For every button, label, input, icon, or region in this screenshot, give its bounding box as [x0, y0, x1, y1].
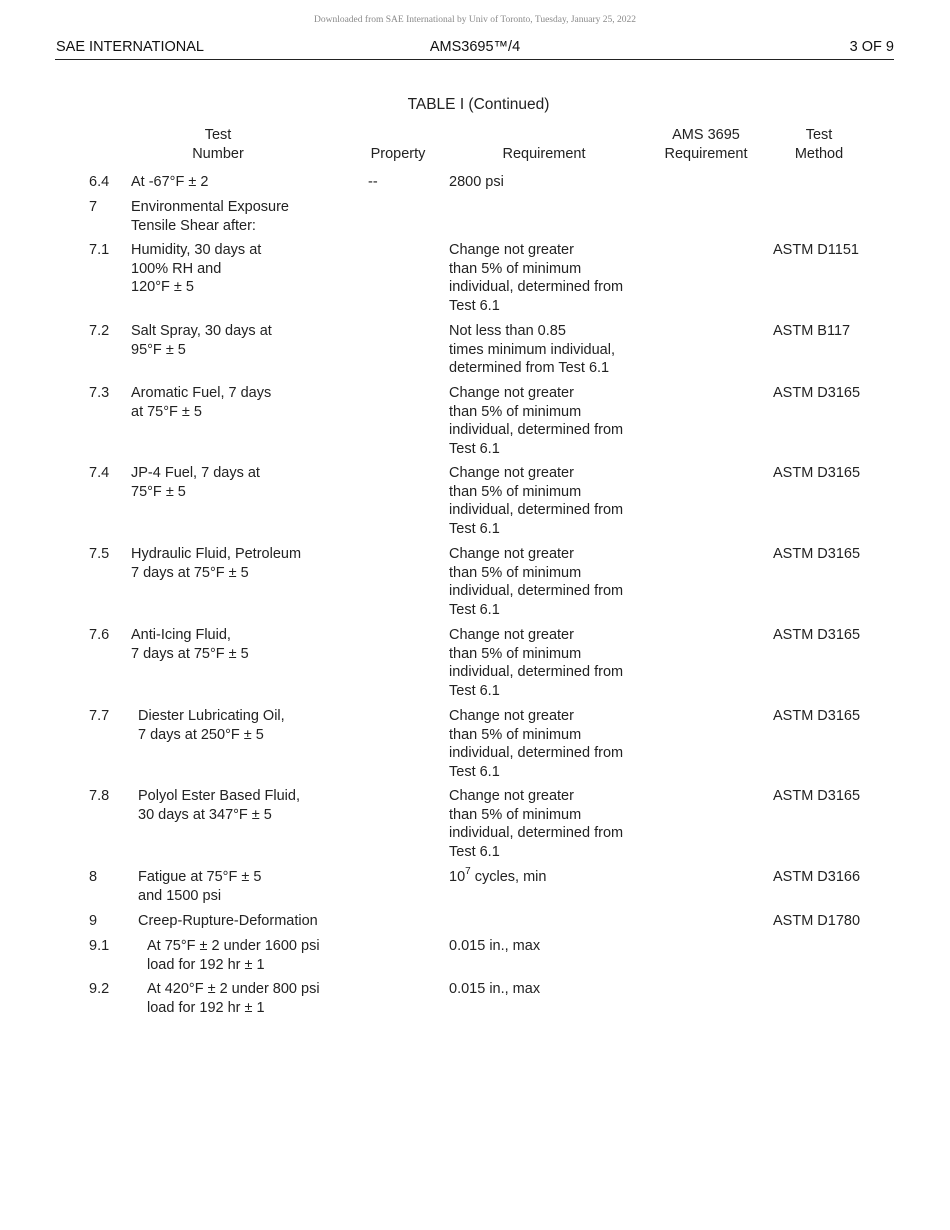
column-header-ams-requirement — [646, 126, 766, 164]
test-description-line: 7 days at 75°F ± 5 — [131, 645, 249, 662]
header-document-number: AMS3695™/4 — [429, 39, 521, 55]
column-header-test-method — [779, 126, 859, 164]
requirement-line: individual, determined from — [449, 502, 624, 519]
test-description-line: and 1500 psi — [138, 887, 222, 904]
requirement-line: than 5% of minimum — [449, 645, 582, 662]
test-description-line: At 420°F ± 2 under 800 psi — [147, 981, 320, 997]
test-description-line: 100% RH and — [131, 260, 222, 277]
test-number: 7.8 — [89, 788, 110, 804]
test-number: 6.4 — [89, 174, 110, 190]
test-number: 7.7 — [89, 708, 110, 724]
table-title: TABLE I (Continued) — [407, 96, 550, 113]
requirement-value — [449, 384, 623, 459]
requirement-line: Test 6.1 — [449, 764, 500, 781]
test-description-line: Fatigue at 75°F ± 5 — [138, 869, 262, 885]
requirement-line: individual, determined from — [449, 664, 624, 681]
requirement-line: Test 6.1 — [449, 298, 500, 315]
test-description — [131, 241, 261, 297]
requirement-line: 0.015 in., max — [449, 981, 541, 997]
test-method: ASTM D3165 — [773, 708, 861, 724]
requirement-value — [449, 173, 504, 192]
test-description-line: 30 days at 347°F ± 5 — [138, 806, 272, 823]
test-description-line: 7 days at 75°F ± 5 — [131, 564, 249, 581]
requirement-value — [449, 322, 615, 378]
requirement-line: 2800 psi — [449, 174, 504, 190]
test-method: ASTM D3165 — [773, 546, 861, 562]
test-method: ASTM D1780 — [773, 913, 861, 929]
property-value: -- — [368, 174, 378, 190]
requirement-line: individual, determined from — [449, 422, 624, 439]
test-description-line: Hydraulic Fluid, Petroleum — [131, 546, 302, 562]
requirement-line: individual, determined from — [449, 745, 624, 762]
requirement-value — [449, 787, 623, 862]
requirement-line: than 5% of minimum — [449, 483, 582, 500]
test-description-line: At 75°F ± 2 under 1600 psi — [147, 938, 320, 954]
requirement-line: individual, determined from — [449, 279, 624, 296]
test-number: 7.6 — [89, 627, 110, 643]
test-description-line: Creep-Rupture-Deformation — [138, 913, 318, 929]
requirement-line: $10^7$ cycles, min — [449, 866, 547, 885]
requirement-value — [449, 241, 623, 316]
test-description-line: Aromatic Fuel, 7 days — [131, 385, 272, 401]
test-method: ASTM D3165 — [773, 627, 861, 643]
column-header-line: Method — [794, 146, 844, 162]
download-note: Downloaded from SAE International by Univ of Toronto, Tuesday, January 25, 2022 — [313, 15, 637, 25]
requirement-line: 0.015 in., max — [449, 938, 541, 954]
test-method: ASTM D1151 — [773, 242, 859, 258]
test-description-line: Salt Spray, 30 days at — [131, 323, 272, 339]
test-number: 7.2 — [89, 323, 110, 339]
requirement-line: Change not greater — [449, 788, 574, 804]
test-description — [138, 912, 318, 931]
test-description-line: 120°F ± 5 — [131, 279, 194, 296]
test-number: 7.3 — [89, 385, 110, 401]
test-number: 7.1 — [89, 242, 110, 258]
test-number: 8 — [89, 869, 98, 885]
requirement-line: Change not greater — [449, 627, 574, 643]
requirement-line: than 5% of minimum — [449, 403, 582, 420]
requirement-value — [449, 937, 540, 956]
requirement-line: individual, determined from — [449, 825, 624, 842]
test-description-line: Anti-Icing Fluid, — [131, 627, 231, 643]
requirement-line: Change not greater — [449, 708, 574, 724]
test-description — [147, 980, 320, 1017]
requirement-value — [449, 545, 623, 620]
test-method: ASTM B117 — [773, 323, 851, 339]
requirement-line: Not less than 0.85 — [449, 323, 566, 339]
column-header-line: Test — [204, 127, 232, 143]
test-method: ASTM D3166 — [773, 869, 861, 885]
test-description-line: Diester Lubricating Oil, — [138, 708, 285, 724]
test-description-line: Polyol Ester Based Fluid, — [138, 788, 300, 804]
test-description — [131, 322, 272, 359]
requirement-line: Test 6.1 — [449, 521, 500, 538]
requirement-value — [449, 980, 540, 999]
requirement-value — [449, 868, 546, 887]
test-number: 7.4 — [89, 465, 110, 481]
test-description — [138, 787, 300, 824]
requirement-line: than 5% of minimum — [449, 806, 582, 823]
test-description-line: 7 days at 250°F ± 5 — [138, 726, 264, 743]
requirement-value — [449, 464, 623, 539]
test-description — [131, 384, 271, 421]
test-number: 7.5 — [89, 546, 110, 562]
requirement-line: determined from Test 6.1 — [449, 360, 610, 377]
test-method: ASTM D3165 — [773, 385, 861, 401]
column-header-line: Requirement — [664, 146, 748, 162]
requirement-line: Change not greater — [449, 242, 574, 258]
test-description-line: 75°F ± 5 — [131, 483, 186, 500]
requirement-line: Test 6.1 — [449, 602, 500, 619]
test-description — [138, 868, 261, 905]
test-number: 9.2 — [89, 981, 110, 997]
column-header-test-number — [168, 126, 268, 164]
test-number: 9.1 — [89, 938, 110, 954]
header-page-number: 3 OF 9 — [849, 39, 894, 55]
column-header-requirement: Requirement — [502, 146, 586, 162]
test-description — [138, 707, 285, 744]
test-method: ASTM D3165 — [773, 788, 861, 804]
exponent: 7 — [465, 866, 471, 878]
test-description-line: Tensile Shear after: — [131, 217, 256, 234]
test-description — [131, 464, 260, 501]
requirement-line: than 5% of minimum — [449, 260, 582, 277]
test-description-line: 95°F ± 5 — [131, 341, 186, 358]
column-header-line: Test — [805, 127, 833, 143]
requirement-line: times minimum individual, — [449, 341, 615, 358]
requirement-line: Test 6.1 — [449, 844, 500, 861]
test-description — [131, 545, 301, 582]
test-description-line: load for 192 hr ± 1 — [147, 956, 265, 973]
test-description-line: Environmental Exposure — [131, 199, 289, 215]
requirement-line: Change not greater — [449, 465, 574, 481]
test-description-line: load for 192 hr ± 1 — [147, 999, 265, 1016]
test-number: 7 — [89, 199, 98, 215]
requirement-value — [449, 707, 623, 782]
requirement-line: individual, determined from — [449, 583, 624, 600]
test-description — [147, 937, 320, 974]
test-description — [131, 626, 249, 663]
test-method: ASTM D3165 — [773, 465, 861, 481]
requirement-line: Test 6.1 — [449, 683, 500, 700]
column-header-property: Property — [370, 146, 426, 162]
column-header-line: Number — [192, 146, 244, 162]
header-organization: SAE INTERNATIONAL — [56, 39, 204, 55]
test-number: 9 — [89, 913, 98, 929]
requirement-line: Change not greater — [449, 385, 574, 401]
column-header-line: AMS 3695 — [672, 127, 740, 143]
test-description — [131, 173, 208, 192]
requirement-line: Change not greater — [449, 546, 574, 562]
test-description-line: JP-4 Fuel, 7 days at — [131, 465, 260, 481]
requirement-line: than 5% of minimum — [449, 564, 582, 581]
requirement-line: than 5% of minimum — [449, 726, 582, 743]
test-description-line: Humidity, 30 days at — [131, 242, 262, 258]
requirement-line: Test 6.1 — [449, 441, 500, 458]
test-description — [131, 198, 289, 235]
test-description-line: At -67°F ± 2 — [131, 174, 209, 190]
requirement-value — [449, 626, 623, 701]
test-description-line: at 75°F ± 5 — [131, 403, 202, 420]
header-rule — [55, 59, 894, 60]
